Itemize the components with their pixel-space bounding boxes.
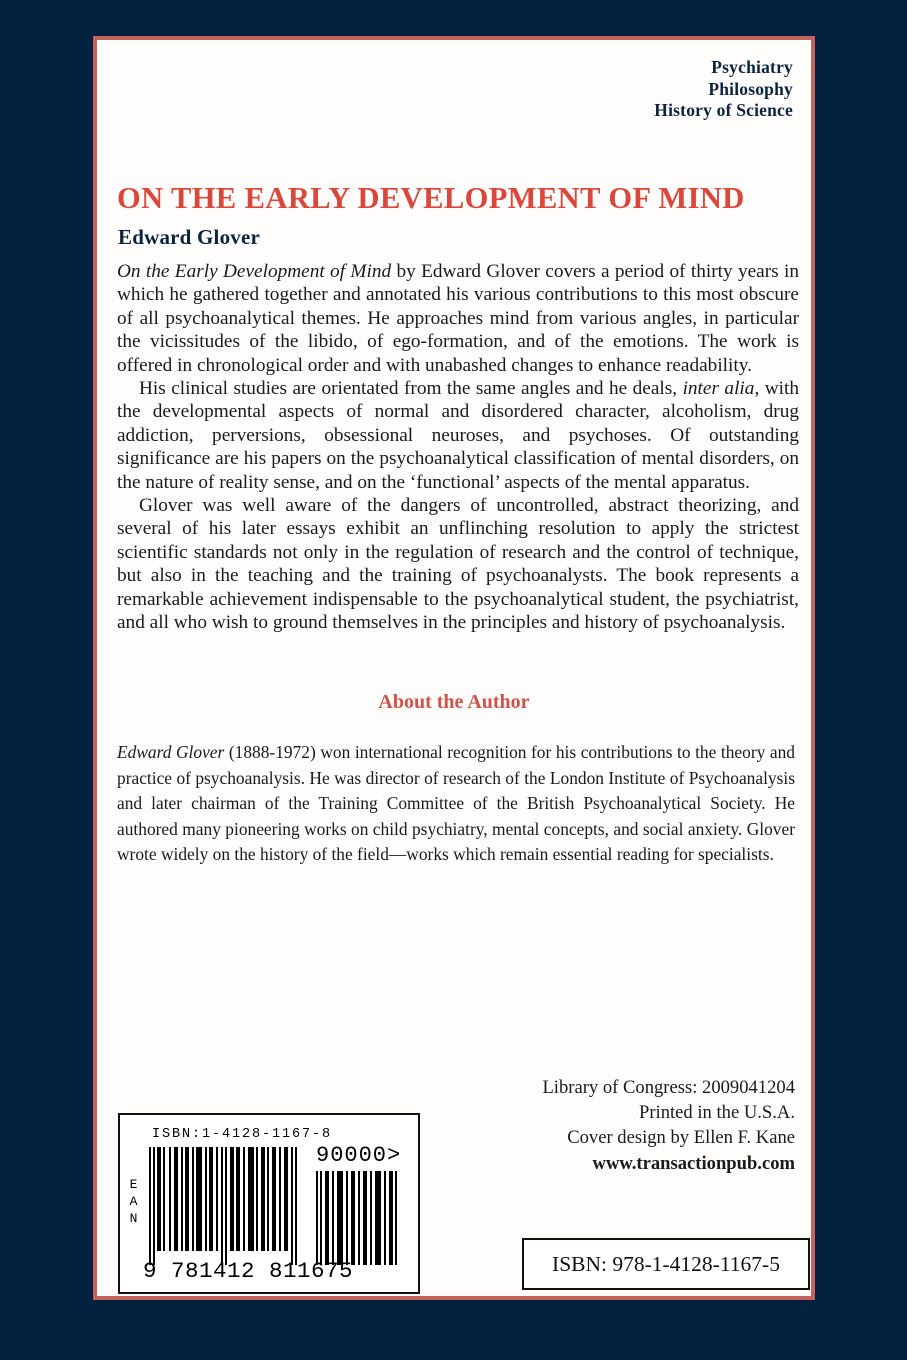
book-description [117, 260, 799, 635]
description-paragraph-1 [117, 260, 799, 377]
description-paragraph-2 [117, 377, 799, 494]
latin-phrase-inter-alia: inter alia [682, 378, 755, 400]
barcode-isbn-label: ISBN:1-4128-1167-8 [152, 1127, 333, 1142]
cover-designer: Cover design by Ellen F. Kane [567, 1127, 795, 1149]
biography-text: (1888-1972) won international recognition for his contributions to the theory and practice of psychoanalysis. He was director of research of the London Institute of Psychoanalysis and later chairman of the Training Committee of the British Psychoanalytical Society. He authored many pioneering works on child psychiatry, mental concepts, and social anxiety. Glover wrote widely on the history of the field—works which remain essential reading for specialists. [117, 742, 795, 865]
category-history-of-science: History of Science [654, 100, 793, 120]
category-psychiatry: Psychiatry [711, 57, 793, 77]
description-paragraph-2-part-b: , with the developmental aspects of normal and disordered character, alcoholism, drug addiction, perversions, obsessional neuroses, and psychoses. Of outstanding significance are his papers on the psychoanalytical classification of mental disorders, on the nature of reality sense, and on the ‘functional’ aspects of the mental apparatus. [117, 378, 799, 493]
author-biography [117, 740, 795, 868]
cover-paper-area [97, 40, 811, 1296]
printed-in: Printed in the U.S.A. [639, 1102, 795, 1124]
category-philosophy: Philosophy [708, 78, 793, 99]
barcode-digits: 9 781412 811675 [143, 1258, 354, 1284]
biography-author-name: Edward Glover [117, 742, 225, 762]
description-title-mention: On the Early Development of Mind [117, 261, 392, 282]
description-paragraph-3: Glover was well aware of the dangers of uncontrolled, abstract theorizing, and several of his later essays exhibit an unflinching resolution to apply the strictest scientific standards not only in the regulation of research and the control of technique, but also in the teaching and the training of psychoanalysts. The book represents a remarkable achievement indispensable to the psychoanalytical student, the psychiatrist, and all who wish to ground themselves in the principles and history of psychoanalysis. [117, 495, 799, 634]
publisher-info [542, 1075, 795, 1176]
barcode-addon-digits: 90000> [316, 1143, 402, 1168]
about-the-author-heading: About the Author [378, 691, 530, 713]
barcode-ean-label: EAN [126, 1177, 141, 1228]
publisher-website[interactable]: www.transactionpub.com [592, 1152, 795, 1174]
ean13-barcode-bars [148, 1147, 300, 1265]
book-author: Edward Glover [118, 225, 261, 249]
isbn-box [522, 1238, 810, 1290]
description-paragraph-2-part-a: His clinical studies are orientated from the same angles and he deals, [139, 378, 683, 400]
cover-inner-frame [93, 36, 815, 1300]
book-title: ON THE EARLY DEVELOPMENT OF MIND [117, 181, 745, 215]
subject-categories [654, 57, 793, 122]
library-of-congress-number: Library of Congress: 2009041204 [542, 1077, 795, 1098]
description-paragraph-1-text: by Edward Glover covers a period of thirty years in which he gathered together and annotated his various contributions to this most obscure of all psychoanalytical themes. He approaches mind from various angles, in particular the vicissitudes of the libido, of ego-formation, and of the emotions. The work is offered in chronological order and with unabashed changes to enhance readability. [117, 261, 799, 376]
isbn-13-text: ISBN: 978-1-4128-1167-5 [552, 1251, 780, 1276]
biography-paragraph [117, 740, 795, 868]
barcode-block [118, 1113, 420, 1294]
barcode-addon-bars [316, 1171, 398, 1265]
